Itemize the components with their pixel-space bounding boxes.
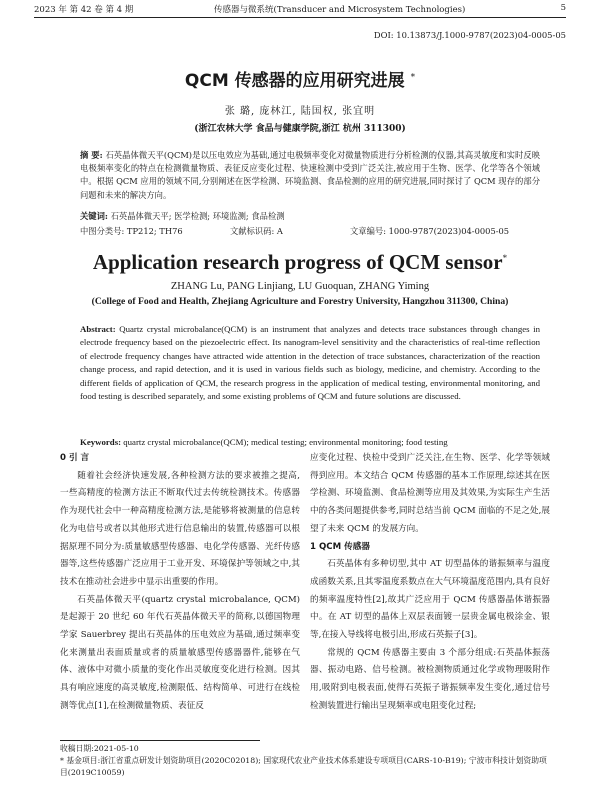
page-number: 5 <box>560 3 566 13</box>
title-en-text: Application research progress of QCM sensor <box>92 250 503 274</box>
body-paragraph: 随着社会经济快速发展,各种检测方法的要求被推之提高, 一些高精度的检测方法正不断取代过去传统检测技术。传感器作为现代社会中一种高精度检测方法,是能够将被测量的信息转化为电信号或者以其他形式进行信息输出的装置,传感器可以根据原理不同分为:质量敏感型传感器、电化学传感器、光纤传感器等,这些传感器广泛应用于工业开发、环境保护等领域之中,其技术在推动社会进步中显示出重要的作用。 <box>60 470 300 587</box>
abstract-en-label: Abstract: <box>80 324 116 334</box>
title-en-mark: * <box>502 253 508 263</box>
header-rule <box>34 17 566 18</box>
abstract-en <box>80 323 540 403</box>
keywords-cn-label: 关键词: <box>80 211 108 221</box>
body-paragraph: 应变化过程、快检中受到广泛关注,在生物、医学、化学等领域得到应用。本文结合 QCM 传感器的基本工作原理,综述其在医学检测、环境监测、食品检测等应用及其效果,为实际生产生活中的各类问题提供参考,同时总结当前 QCM 面临的不足之处,展望了未来 QCM 的发展方向。 <box>310 453 550 534</box>
abstract-cn <box>80 149 540 202</box>
article-number: 文章编号: 1000-9787(2023)04-0005-05 <box>350 226 510 236</box>
classification-cn <box>80 225 540 237</box>
body-paragraph: 石英晶体微天平(quartz crystal microbalance, QCM)是起源于 20 世纪 60 年代石英晶体微天平的简称,以德国物理学家 Sauerbrey 提出石英晶体的压电效应为基础,通过频率变化来测量出表面质量或者的质量敏感型传感器器件,能够在气体、液体中对微小质量的变化作出灵敏度变化进行检测。因其具有响应速度的高灵敏度,检测限低、结构简单、可进行在线检测等优点[1],在检测微量物质、表征反 <box>60 594 300 711</box>
running-header <box>34 3 566 15</box>
journal-name: 传感器与微系统(Transducer and Microsystem Technologies) <box>214 5 466 15</box>
body-column-right <box>310 450 550 716</box>
keywords-en-label: Keywords: <box>80 437 122 447</box>
authors-en: ZHANG Lu, PANG Linjiang, LU Guoquan, ZHANG Yiming <box>170 281 430 292</box>
affiliation-cn: (浙江农林大学 食品与健康学院,浙江 杭州 311300) <box>194 124 406 134</box>
title-cn-text: QCM 传感器的应用研究进展 <box>184 71 405 91</box>
keywords-en-text: quartz crystal microbalance(QCM); medical testing; environmental monitoring; food testing <box>123 437 448 447</box>
clc-number: 中图分类号: TP212; TH76 <box>80 226 183 236</box>
section-heading-qcm: 1 QCM 传感器 <box>310 541 370 552</box>
body-paragraph: 常规的 QCM 传感器主要由 3 个部分组成:石英晶体振荡器、振动电路、信号检测。被检测物质通过化学或物理吸附作用,吸附到电极表面,使得石英振子谐振频率发生变化,通过信号检测装置进行输出呈现频率或电阻变化过程; <box>310 647 550 711</box>
body-paragraph: 石英晶体有多种切型,其中 AT 切型晶体的谐振频率与温度成函数关系,且其零温度系数点在大气环境温度范围内,具有良好的频率温度特性[2],故其广泛应用于 QCM 传感器晶体谐振器中。在 AT 切型的晶体上双层表面镀一层贵金属电极涂金、银等,在接入导线将电极引出,形成石英振子[3]。 <box>310 559 550 641</box>
funding-note: * 基金项目:浙江省重点研发计划资助项目(2020C02018); 国家现代农业产业技术体系建设专项项目(CARS-10-B19); 宁波市科技计划资助项目(2019C10059) <box>60 756 547 777</box>
issue-info: 2023 年 第 42 卷 第 4 期 <box>34 5 134 15</box>
keywords-cn <box>80 210 540 222</box>
body-column-left <box>60 450 300 716</box>
document-code: 文献标识码: A <box>230 226 283 236</box>
footnote-rule <box>60 740 260 741</box>
title-cn-mark: * <box>410 72 416 83</box>
abstract-en-text: Quartz crystal microbalance(QCM) is an instrument that analyzes and detects trace substances through changes in electrode frequency based on the piezoelectric effect. Its nanogram-level sensitivity and the characteristics of real-time reflection of electrode frequency changes have attracted wide attention in the detection of trace substances, characterization of the reaction change process, and rapid detection, and it is used in various fields such as biology, medicine, and chemistry. According to the different fields of application of QCM, the research progress in the application of medical testing, environmental monitoring, and food testing is described separately, and some existing problems of QCM and future solutions are discussed. <box>80 324 540 402</box>
abstract-cn-text: 石英晶体微天平(QCM)是以压电效应为基础,通过电极频率变化对微量物质进行分析检测的仪器,其高灵敏度和实时反映电极频率变化的特点在检测微量物质、表征反应变化过程、快速检测中受到广泛关注,被应用于生物、医学、化学等各个领域中。根据 QCM 应用的领域不同,分别阐述在医学检测、环境监测、食品检测的应用的研究进展,同时探讨了 QCM 现存的部分问题和未来的解决方向。 <box>80 150 541 200</box>
title-en <box>0 250 600 275</box>
title-cn <box>0 66 600 91</box>
received-date: 收稿日期:2021-05-10 <box>60 744 139 753</box>
authors-cn: 张 璐, 庞林江, 陆国权, 张宜明 <box>224 106 376 117</box>
doi: DOI: 10.13873/J.1000-9787(2023)04-0005-05 <box>373 30 566 40</box>
abstract-cn-label: 摘 要: <box>80 150 103 160</box>
section-heading-intro: 0 引 言 <box>60 453 90 463</box>
keywords-cn-text: 石英晶体微天平; 医学检测; 环境监测; 食品检测 <box>110 211 285 221</box>
footnote <box>60 743 550 779</box>
affiliation-en: (College of Food and Health, Zhejiang Agriculture and Forestry University, Hangzhou 311300, China) <box>91 296 509 307</box>
keywords-en <box>80 437 540 447</box>
